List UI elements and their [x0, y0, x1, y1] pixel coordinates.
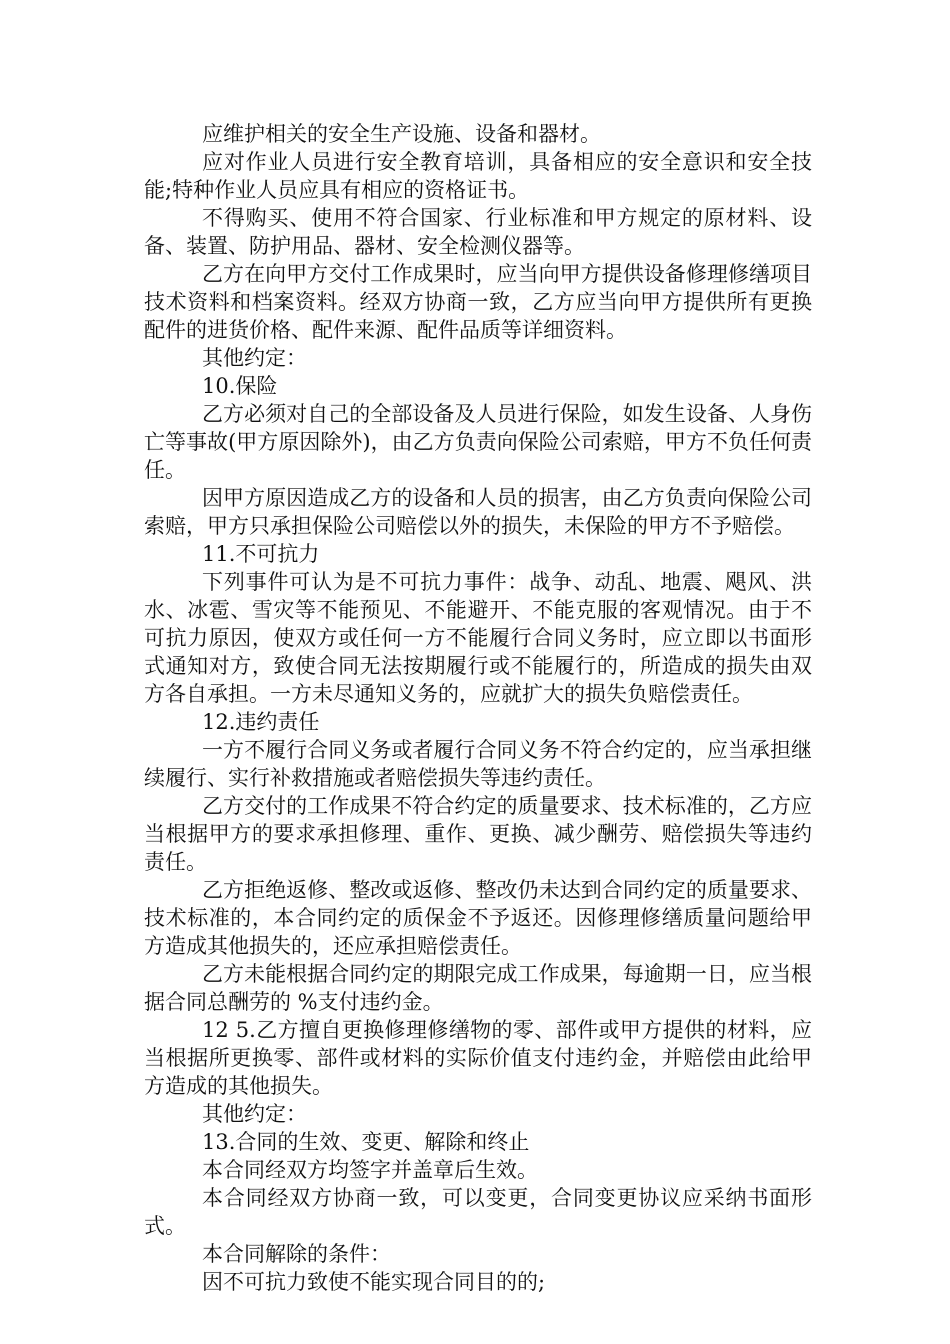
- paragraph: 因不可抗力致使不能实现合同目的的;: [202, 1270, 546, 1294]
- section-heading-effectiveness: 13.合同的生效、变更、解除和终止: [202, 1130, 530, 1154]
- paragraph: 乙方拒绝返修、整改或返修、整改仍未达到合同约定的质量要求、技术标准的，本合同约定的质保金不予返还。因修理修缮质量问题给甲方造成其他损失的，还应承担赔偿责任。: [144, 878, 812, 958]
- paragraph: 应对作业人员进行安全教育培训，具备相应的安全意识和安全技能;特种作业人员应具有相应的资格证书。: [144, 150, 812, 202]
- paragraph: 其他约定：: [202, 1102, 307, 1126]
- paragraph: 因甲方原因造成乙方的设备和人员的损害，由乙方负责向保险公司索赔，甲方只承担保险公司赔偿以外的损失，未保险的甲方不予赔偿。: [144, 486, 812, 538]
- section-heading-insurance: 10.保险: [202, 374, 278, 398]
- paragraph: 不得购买、使用不符合国家、行业标准和甲方规定的原材料、设备、装置、防护用品、器材、安全检测仪器等。: [144, 206, 812, 258]
- paragraph: 本合同经双方均签字并盖章后生效。: [202, 1158, 538, 1182]
- paragraph: 乙方未能根据合同约定的期限完成工作成果，每逾期一日，应当根据合同总酬劳的 %支付违约金。: [144, 962, 812, 1014]
- paragraph: 其他约定：: [202, 346, 307, 370]
- paragraph: 应维护相关的安全生产设施、设备和器材。: [202, 122, 601, 146]
- paragraph: 下列事件可认为是不可抗力事件：战争、动乱、地震、飓风、洪水、冰雹、雪灾等不能预见、不能避开、不能克服的客观情况。由于不可抗力原因，使双方或任何一方不能履行合同义务时，应立即以书面形式通知对方，致使合同无法按期履行或不能履行的，所造成的损失由双方各自承担。一方未尽通知义务的，应就扩大的损失负赔偿责任。: [144, 570, 812, 706]
- paragraph: 本合同解除的条件：: [202, 1242, 391, 1266]
- paragraph: 一方不履行合同义务或者履行合同义务不符合约定的，应当承担继续履行、实行补救措施或者赔偿损失等违约责任。: [144, 738, 812, 790]
- section-heading-force-majeure: 11.不可抗力: [202, 542, 320, 566]
- section-heading-liability: 12.违约责任: [202, 710, 320, 734]
- paragraph: 乙方必须对自己的全部设备及人员进行保险，如发生设备、人身伤亡等事故(甲方原因除外)，由乙方负责向保险公司索赔，甲方不负任何责任。: [144, 402, 812, 482]
- paragraph: 乙方交付的工作成果不符合约定的质量要求、技术标准的，乙方应当根据甲方的要求承担修理、重作、更换、减少酬劳、赔偿损失等违约责任。: [144, 794, 812, 874]
- document-body: [144, 120, 812, 1296]
- paragraph: 乙方在向甲方交付工作成果时，应当向甲方提供设备修理修缮项目技术资料和档案资料。经双方协商一致，乙方应当向甲方提供所有更换配件的进货价格、配件来源、配件品质等详细资料。: [144, 262, 812, 342]
- paragraph: 本合同经双方协商一致，可以变更，合同变更协议应采纳书面形式。: [144, 1186, 812, 1238]
- paragraph: 12 5.乙方擅自更换修理修缮物的零、部件或甲方提供的材料，应当根据所更换零、部件或材料的实际价值支付违约金，并赔偿由此给甲方造成的其他损失。: [144, 1018, 812, 1098]
